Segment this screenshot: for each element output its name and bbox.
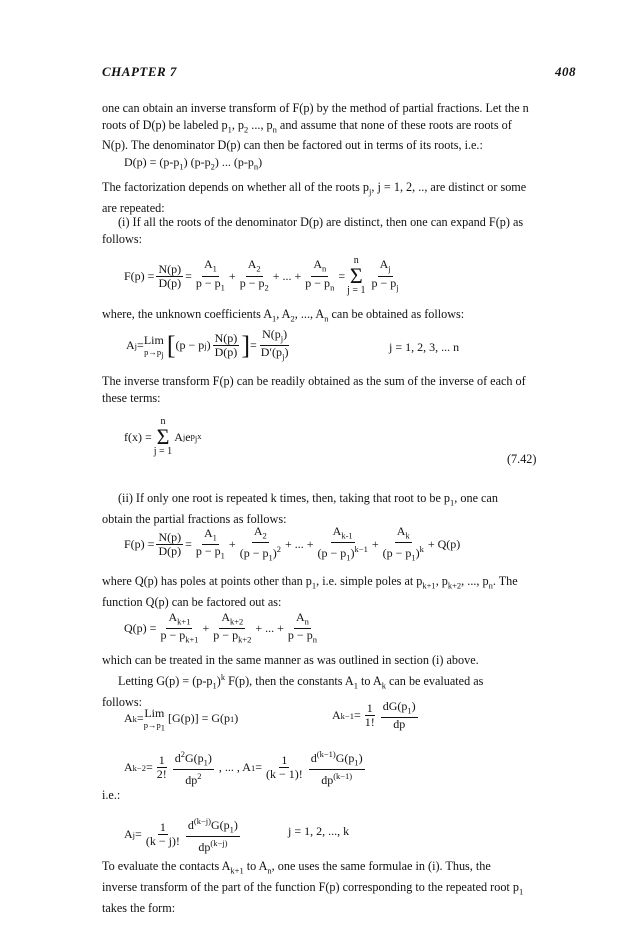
paragraph-closing: To evaluate the contacts $A_{k+1}$ to $A_n$, one uses the same formulae in (i). Thus, the inverse transform of the part of the function F(p) corresponding to the repeated root $p_1$ takes the form: (102, 859, 524, 915)
equation-7-42: f(x) = n Σ j = 1 A j e $p_jx$ (124, 416, 202, 457)
paragraph-intro: one can obtain an inverse transform of F(p) by the method of partial fractions. Let the n roots of D(p) be labeled $p_1$, $p_2$ ..., $p_n$ and assume that none of these roots are roots of N(p). The denominator D(p) can then be factored out in terms of its roots, i.e.: (102, 101, 529, 153)
equation-ak-minus-1: A k−1 = $\frac{1}{1!}$ $\frac{dG(p_1)}{dp}$ (332, 699, 416, 732)
index-range-j-n: j = 1, 2, 3, ... n (389, 340, 460, 354)
equation-partial-fractions-repeated: F(p) = $\frac{N(p)}{D(p)}$ = $\frac{A_1}{p - p_1}$ + $\frac{A_2}{(p - p_1)^2}$ + ... + $\frac{A_{k-1}}{(p - p_1)^{k-1}}$ + $\frac{A_k}{(p - p_1)^k}$ + Q(p) (124, 524, 461, 563)
paragraph-inverse-sum: The inverse transform F(p) can be readily obtained as the sum of the inverse of each of these terms: (102, 374, 526, 405)
equation-partial-fractions-distinct: F(p) = $\frac{N(p)}{D(p)}$ = $\frac{A_1}{p - p_1}$ + $\frac{A_2}{p - p_2}$ + ... + $\frac{A_n}{p - p_n}$ = n Σ j = 1 $\frac{A_j}{p - p_j}$ (124, 255, 399, 296)
equation-q-expansion: Q(p) = $\frac{A_{k+1}}{p - p_{k+1}}$ + $\frac{A_{k+2}}{p - p_{k+2}}$ + ... + $\frac{A_n}{p - p_n}$ (124, 610, 317, 645)
equation-aj-general: A j = $\frac{1}{(k - j)!}$ $\frac{d^{(k-j)}G(p_1)}{dp^{(k-j)}}$ (124, 816, 238, 855)
chapter-header: CHAPTER 7 (102, 64, 177, 79)
equation-coefficient-aj: A j = Lim $p\to p_j$ [ (p − p j ) $\frac{N(p)}{D(p)}$ ] = $\frac{N(p_j)}{D'(p_j)}$ (126, 327, 289, 362)
equation-number: (7.42) (507, 452, 537, 466)
paragraph-factorization: The factorization depends on whether all of the roots $p_j$, j = 1, 2, .., are distinct or some are repeated: (102, 180, 527, 215)
page-number: 408 (555, 64, 576, 79)
equation-ak: A k = Lim $p\to p_1$ [G(p)] = G(p 1 ) (124, 706, 239, 733)
equation-ak-minus-2-and-a1: A k−2 = $\frac{1}{2!}$ $\frac{d^2G(p_1)}{dp^2}$ , ... , A 1 = $\frac{1}{(k - 1)!}$ $\frac{d^{(k-1)}G(p_1)}{dp^{(k-1)}}$ (124, 749, 363, 788)
denominator-factorization: $D(p) = (p-p_1)$ $(p-p_2)$ ... $(p-p_n)$ (124, 155, 263, 172)
paragraph-case-ii: (ii) If only one root is repeated k times, then, taking that root to be $p_1$, one can obtain the partial fractions as follows: (102, 491, 498, 526)
paragraph-q-poles: where Q(p) has poles at points other than $p_1$, i.e. simple poles at $p_{k+1}$, $p_{k+2}$, ..., $p_n$. The function Q(p) can be factored out as: (102, 574, 518, 609)
label-ie: i.e.: (102, 788, 121, 802)
paragraph-treatment: which can be treated in the same manner as was outlined in section (i) above. Letting $G(p) = (p-p_1)^k$ F(p), then the constants $A_1$ to $A_k$ can be evaluated as follows: (102, 653, 484, 709)
index-range-j-k: j = 1, 2, ..., k (288, 824, 350, 838)
paragraph-coefficients: where, the unknown coefficients $A_1$, $A_2$, ..., $A_n$ can be obtained as follows: (102, 307, 465, 324)
paragraph-case-i: (i) If all the roots of the denominator D(p) are distinct, then one can expand F(p) as follows: (102, 215, 524, 246)
